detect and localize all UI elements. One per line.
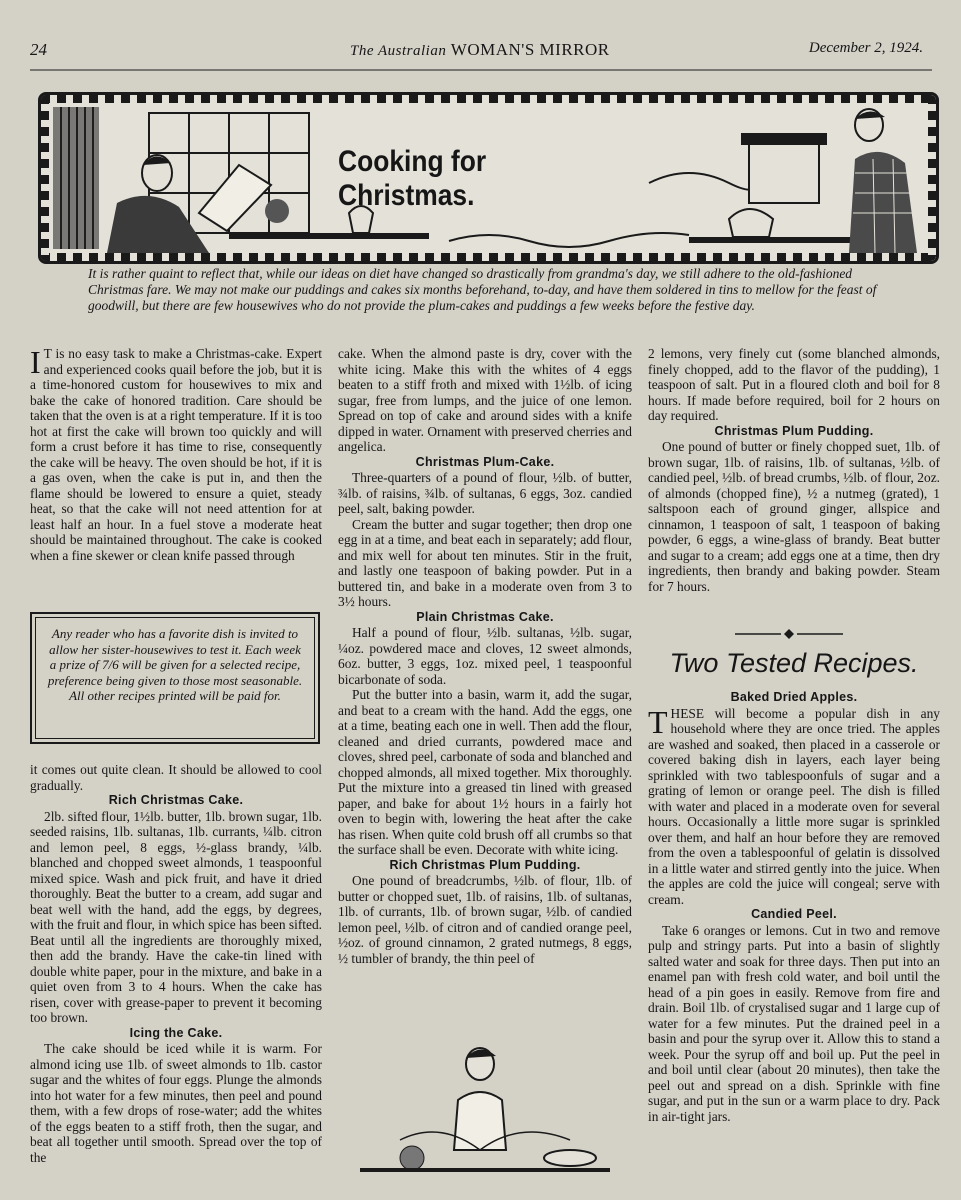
masthead-script: The Australian xyxy=(350,43,447,59)
recipe-heading: Candied Peel. xyxy=(751,907,837,921)
woman-cooking-illustration xyxy=(340,1040,630,1180)
banner-illustration xyxy=(38,92,939,264)
recipe-heading: Plain Christmas Cake. xyxy=(416,609,554,624)
recipe-heading: Baked Dried Apples. xyxy=(730,690,858,704)
issue-date: December 2, 1924. xyxy=(808,40,923,56)
header-rule xyxy=(30,66,932,74)
article-paragraph: cake. When the almond paste is dry, cover with the white icing. Make this with the whites of 4 eggs beaten to a stiff froth and mixed with 1½lb. of icing sugar, free from lumps, and the juice of one lemon. Spread on top of cake and around sides with a knife dipped in water. Ornament with preserved cherries and angelica. xyxy=(338,346,632,454)
article-paragraph: T is no easy task to make a Christmas-cake. Expert and experienced cooks quail before the job, but it is a time-honored custom for housewives to mix and bake the cake of honored tradition. Care should be taken that the oven is at a right temperature. If it is too hot at first the cake will brown too quickly and will form a crust before it has time to rise, consequently the cake will be heavy. The oven should be hot, if it is a gas oven, when the cake is put in, and then the flame should be lowered to ensure a quiet, steady heat, so that the cake will not need attention for at least half an hour. In a fuel stove a moderate heat should be maintained throughout. The cake is cooked when a fine skewer or clean knife passed through xyxy=(30,346,322,563)
intro-paragraph: It is rather quaint to reflect that, while our ideas on diet have changed so drastically from grandma's day, we still adhere to the old-fashioned Christmas fare. We may not make our puddings and cakes six months beforehand, to-day, and have them soldered in tins to mellow for the feast of goodwill, but there are few housewives who do not provide the plum-cakes and puddings a few weeks before the festive day. xyxy=(88,266,877,313)
recipe-text: Take 6 oranges or lemons. Cut in two and remove pulp and stringy parts. Put into a basin of slightly salted water and soak for three days. Then put into an enamel pan with fresh cold water, and boil until the head of a pin goes in easily. Remove from fire and drain. Boil 1lb. of crystalised sugar and 1 large cup of water for a few minutes. Put the drained peel in a basin and pour the syrup over it. Allow this to stand a week. Pour the syrup off and boil up. Put the peel in and boil until clear (about 20 minutes), then take the peel out and spread on a dish. Sprinkle with fine sugar, and put in the sun or a warm place to dry. Pack in air-tight jars. xyxy=(648,922,940,1124)
column-1-continued xyxy=(30,762,322,1165)
recipe-heading: Christmas Plum-Cake. xyxy=(415,454,555,469)
recipe-heading: Christmas Plum Pudding. xyxy=(714,423,874,438)
recipe-ingredients: Three-quarters of a pound of flour, ½lb. of butter, ¾lb. of raisins, ¾lb. of sultanas, 6 eggs, 3oz. candied peel, salt, baking powder. xyxy=(338,470,632,516)
recipe-text: One pound of breadcrumbs, ½lb. of flour, 1lb. of butter or chopped suet, 1lb. of raisins, 1lb. of sultanas, 1lb. of currants, 1lb. of brown sugar, ½lb. of candied lemon peel, ½lb. of citron and of candied orange peel, ½oz. of ground cinnamon, 2 grated nutmegs, 8 eggs, ½ tumbler of brandy, the thin peel of xyxy=(338,873,632,966)
article-paragraph: 2 lemons, very finely cut (some blanched almonds, finely chopped, add to the flavor of the pudding), 1 teaspoon of salt. Put in a floured cloth and boil for 8 hours. If made before required, boil for 2 hours on day required. xyxy=(648,346,940,423)
page-title: Cooking for Christmas. xyxy=(338,145,487,212)
masthead xyxy=(350,40,610,64)
reader-notice-text: Any reader who has a favorite dish is invited to allow her sister-housewives to test it. Each week a prize of 7/6 will be given for a selected recipe, preference being given to those most seasonable. All other recipes printed will be paid for. xyxy=(35,617,315,739)
recipe-heading: Rich Christmas Plum Pudding. xyxy=(389,857,581,872)
recipe-heading: Icing the Cake. xyxy=(129,1025,223,1040)
recipe-method: Put the butter into a basin, warm it, add the sugar, and beat to a cream with the hand. Add the eggs, one at a time, beating each one in well. Then add the flour, cleaned and dried currants, powdered mace and cloves, shred peel, carbonate of soda and blanched and chopped almonds, all mixed together. Mix thoroughly. Put the mixture into a greased tin lined with greased paper, and bake for about 1½ hours in a fairly hot oven to begin with, lowering the heat after the cake has risen. When quite cold brush off all crumbs so that the surface shall be even. Decorate with white icing. xyxy=(338,687,632,857)
column-1 xyxy=(30,346,322,563)
masthead-title: WOMAN'S MIRROR xyxy=(450,40,610,59)
section-title: Two Tested Recipes. xyxy=(669,648,919,678)
recipe-text: 2lb. sifted flour, 1½lb. butter, 1lb. brown sugar, 1lb. seeded raisins, 1lb. sultanas, 1lb. currants, ¼lb. citron and lemon peel, 8 eggs, ½-glass brandy, ¼lb. blanched and chopped sweet almonds, 1 teaspoonful mixed spice. Wash and pick fruit, and have it dried thoroughly. Beat the butter to a cream, add sugar and beat well with the hand, add the eggs, by degrees, with the fruit and flour, in which spice has been sifted. Beat until all the ingredients are thoroughly mixed, then add the brandy. Have the cake-tin lined with double white paper, pour in the mixture, and bake in a quiet oven from 3 to 4 hours. When the cake has risen, cover with grease-paper to prevent it becoming too brown. xyxy=(30,808,322,1025)
recipe-text: The cake should be iced while it is warm. For almond icing use 1lb. of sweet almonds to 1lb. castor sugar and the whites of four eggs. Plunge the almonds into hot water for a few minutes, then peel and pound them, with a few drops of rose-water; add the whites of the eggs beaten to a stiff froth, then the sugar, and beat all together until smooth. Spread over the top of the xyxy=(30,1041,322,1165)
dropcap: T xyxy=(648,703,668,740)
recipe-text: HESE will become a popular dish in any household where they are once tried. The apples are washed and soaked, then placed in a casserole or covered baking dish in layers, each layer being sprinkled with two tablespoonfuls of sugar and a grating of lemon or orange peel. The dish is filled with water and placed in a moderate oven for several hours. Occasionally a little more sugar is sprinkled over them, and half an hour before they are removed from the oven a tablespoonful of gelatin is dissolved in a little water and stirred gently into the juice. When the apples are cold the juice will congeal; serve with cream. xyxy=(648,705,940,907)
ornament-divider xyxy=(735,628,843,640)
reader-notice-box xyxy=(30,612,320,744)
recipe-text: One pound of butter or finely chopped suet, 1lb. of brown sugar, 1lb. of raisins, 1lb. of sultanas, ½lb. of candied peel, ½lb. of bread crumbs, ½lb. of flour, 2oz. of almonds (chopped fine), ½ a nutmeg (grated), 1 saltspoon each of ground ginger, allspice and cinnamon, 1 teaspoon of salt, 1 teaspoon of baking powder, 6 eggs, a wine-glass of brandy. Beat butter and sugar to a cream; add eggs one at a time, then dry ingredients, then brandy and baking powder. Steam for 7 hours. xyxy=(648,439,940,594)
recipe-ingredients: Half a pound of flour, ½lb. sultanas, ½lb. sugar, ¼oz. powdered mace and cloves, 12 sweet almonds, 6oz. butter, 3 eggs, 1oz. mixed peel, 1 teaspoonful bicarbonate of soda. xyxy=(338,625,632,687)
column-2 xyxy=(338,346,632,966)
page-number: 24 xyxy=(30,40,47,59)
column-3 xyxy=(648,346,940,594)
article-paragraph: it comes out quite clean. It should be allowed to cool gradually. xyxy=(30,762,322,793)
column-3-continued xyxy=(648,690,940,1124)
dropcap: I xyxy=(30,344,41,380)
recipe-method: Cream the butter and sugar together; then drop one egg in at a time, and beat each in separately; add flour, and mix well for about ten minutes. Stir in the fruit, and lastly one teaspoon of baking powder. Put in a buttered tin, and bake in a moderate oven from 3 to 3½ hours. xyxy=(338,516,632,609)
recipe-heading: Rich Christmas Cake. xyxy=(108,793,244,807)
